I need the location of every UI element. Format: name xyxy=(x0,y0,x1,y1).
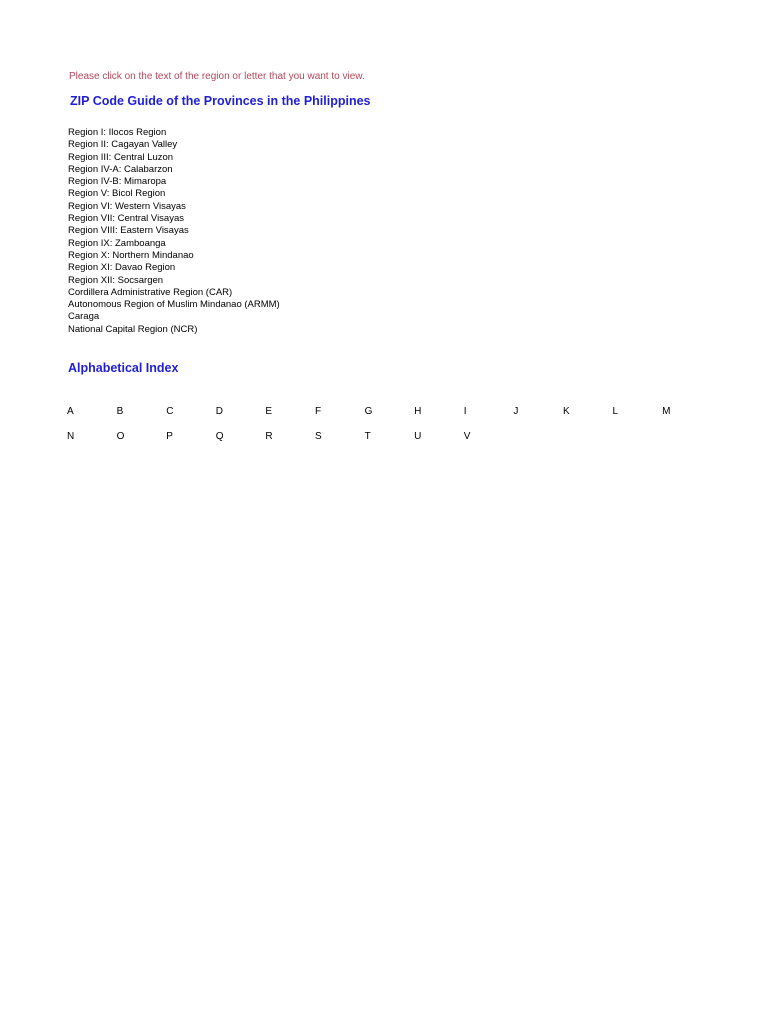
letter-link-r[interactable]: R xyxy=(265,431,273,442)
region-link-cagayan-valley[interactable]: Region II: Cagayan Valley xyxy=(68,139,178,151)
region-link-ilocos[interactable]: Region I: Ilocos Region xyxy=(68,127,167,138)
letter-link-n[interactable]: N xyxy=(67,431,75,442)
letter-link-e[interactable]: E xyxy=(265,406,273,417)
letter-link-c[interactable]: C xyxy=(166,406,174,417)
letter-link-k[interactable]: K xyxy=(562,406,570,417)
letter-link-f[interactable]: F xyxy=(314,406,322,417)
region-link-car[interactable]: Cordillera Administrative Region (CAR) xyxy=(68,286,233,298)
letter-link-o[interactable]: O xyxy=(116,431,125,442)
page-title: ZIP Code Guide of the Provinces in the Philippines xyxy=(70,94,371,108)
region-link-central-visayas[interactable]: Region VII: Central Visayas xyxy=(68,213,184,225)
letter-link-m[interactable]: M xyxy=(662,406,671,417)
letter-link-s[interactable]: S xyxy=(314,431,322,442)
letter-index-row-1 xyxy=(67,406,712,417)
region-link-caraga[interactable]: Caraga xyxy=(68,311,100,323)
region-link-calabarzon[interactable]: Region IV-A: Calabarzon xyxy=(68,163,173,175)
letter-link-b[interactable]: B xyxy=(116,406,124,417)
letter-link-u[interactable]: U xyxy=(414,431,422,442)
letter-link-v[interactable]: V xyxy=(463,431,471,442)
instruction-text: Please click on the text of the region or letter that you want to view. xyxy=(69,71,365,82)
letter-link-p[interactable]: P xyxy=(166,431,173,442)
letter-link-h[interactable]: H xyxy=(414,406,422,417)
region-link-davao[interactable]: Region XI: Davao Region xyxy=(68,262,176,274)
region-link-bicol[interactable]: Region V: Bicol Region xyxy=(68,188,166,200)
region-link-central-luzon[interactable]: Region III: Central Luzon xyxy=(68,151,174,163)
letter-link-d[interactable]: D xyxy=(215,406,224,417)
region-link-western-visayas[interactable]: Region VI: Western Visayas xyxy=(68,200,186,212)
letter-link-j[interactable]: J xyxy=(513,406,519,417)
letter-link-l[interactable]: L xyxy=(612,406,619,417)
region-link-eastern-visayas[interactable]: Region VIII: Eastern Visayas xyxy=(68,225,189,237)
letter-link-t[interactable]: T xyxy=(364,431,371,442)
letter-link-g[interactable]: G xyxy=(364,406,373,417)
region-link-ncr[interactable]: National Capital Region (NCR) xyxy=(68,323,198,335)
letter-link-q[interactable]: Q xyxy=(215,431,224,442)
region-link-northern-mindanao[interactable]: Region X: Northern Mindanao xyxy=(68,249,194,261)
letter-link-a[interactable]: A xyxy=(67,406,74,417)
region-link-zamboanga[interactable]: Region IX: Zamboanga xyxy=(68,237,166,249)
region-link-socsargen[interactable]: Region XII: Socsargen xyxy=(68,274,164,286)
region-link-mimaropa[interactable]: Region IV-B: Mimaropa xyxy=(68,176,167,188)
alphabetical-index-heading: Alphabetical Index xyxy=(68,361,179,375)
region-list xyxy=(68,127,280,336)
region-link-armm[interactable]: Autonomous Region of Muslim Mindanao (ARMM) xyxy=(68,299,280,311)
letter-index-row-2 xyxy=(67,431,513,442)
letter-link-i[interactable]: I xyxy=(463,406,467,417)
